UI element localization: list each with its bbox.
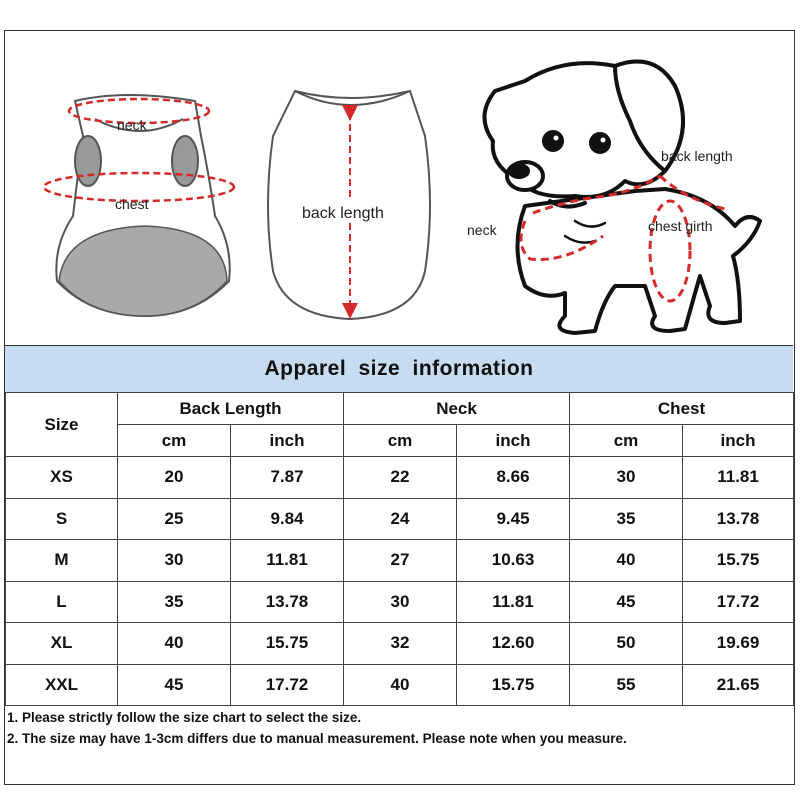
- value-cell: 22: [344, 457, 457, 499]
- unit-header: cm: [118, 425, 231, 457]
- size-table: [5, 392, 794, 706]
- value-cell: 40: [570, 540, 683, 582]
- dog-back-length-label: back length: [661, 148, 733, 164]
- unit-header: inch: [231, 425, 344, 457]
- size-cell: XXL: [6, 664, 118, 706]
- value-cell: 20: [118, 457, 231, 499]
- dog-chest-girth-label: chest girth: [648, 218, 713, 234]
- value-cell: 11.81: [231, 540, 344, 582]
- size-cell: XL: [6, 623, 118, 665]
- vest-neck-label: neck: [117, 117, 147, 133]
- value-cell: 15.75: [683, 540, 794, 582]
- value-cell: 45: [118, 664, 231, 706]
- value-cell: 45: [570, 581, 683, 623]
- value-cell: 17.72: [231, 664, 344, 706]
- page-title: Apparel size information: [5, 345, 793, 393]
- value-cell: 30: [344, 581, 457, 623]
- value-cell: 15.75: [457, 664, 570, 706]
- unit-header: inch: [683, 425, 794, 457]
- value-cell: 10.63: [457, 540, 570, 582]
- table-row: [6, 457, 794, 499]
- value-cell: 40: [344, 664, 457, 706]
- value-cell: 35: [118, 581, 231, 623]
- value-cell: 19.69: [683, 623, 794, 665]
- value-cell: 13.78: [231, 581, 344, 623]
- size-cell: M: [6, 540, 118, 582]
- value-cell: 40: [118, 623, 231, 665]
- value-cell: 17.72: [683, 581, 794, 623]
- table-unit-header-row: [6, 425, 794, 457]
- note-line: 1. Please strictly follow the size chart to select the size.: [7, 710, 362, 725]
- table-row: [6, 623, 794, 665]
- value-cell: 11.81: [683, 457, 794, 499]
- value-cell: 25: [118, 498, 231, 540]
- note-line: 2. The size may have 1-3cm differs due to manual measurement. Please note when you measure.: [7, 731, 627, 746]
- table-row: [6, 540, 794, 582]
- value-cell: 12.60: [457, 623, 570, 665]
- value-cell: 13.78: [683, 498, 794, 540]
- value-cell: 8.66: [457, 457, 570, 499]
- value-cell: 21.65: [683, 664, 794, 706]
- size-chart-frame: [4, 30, 795, 785]
- value-cell: 11.81: [457, 581, 570, 623]
- value-cell: 35: [570, 498, 683, 540]
- vest-front-illustration: [44, 95, 234, 316]
- vest-back-illustration: [268, 91, 430, 319]
- value-cell: 15.75: [231, 623, 344, 665]
- dog-neck-label: neck: [467, 222, 497, 238]
- value-cell: 30: [570, 457, 683, 499]
- size-cell: S: [6, 498, 118, 540]
- table-row: [6, 664, 794, 706]
- unit-header: cm: [344, 425, 457, 457]
- value-cell: 30: [118, 540, 231, 582]
- illustration-area: [5, 31, 793, 344]
- chest-header: Chest: [570, 393, 794, 425]
- value-cell: 24: [344, 498, 457, 540]
- notes: [7, 707, 627, 749]
- value-cell: 27: [344, 540, 457, 582]
- size-cell: XS: [6, 457, 118, 499]
- size-column-header: Size: [6, 393, 118, 457]
- value-cell: 32: [344, 623, 457, 665]
- value-cell: 50: [570, 623, 683, 665]
- value-cell: 9.45: [457, 498, 570, 540]
- value-cell: 7.87: [231, 457, 344, 499]
- unit-header: inch: [457, 425, 570, 457]
- table-row: [6, 581, 794, 623]
- unit-header: cm: [570, 425, 683, 457]
- size-cell: L: [6, 581, 118, 623]
- vest-back-length-label: back length: [302, 205, 384, 222]
- table-row: [6, 498, 794, 540]
- back-length-header: Back Length: [118, 393, 344, 425]
- table-group-header-row: [6, 393, 794, 425]
- value-cell: 55: [570, 664, 683, 706]
- dog-illustration: [484, 62, 760, 334]
- value-cell: 9.84: [231, 498, 344, 540]
- neck-header: Neck: [344, 393, 570, 425]
- vest-chest-label: chest: [115, 196, 149, 212]
